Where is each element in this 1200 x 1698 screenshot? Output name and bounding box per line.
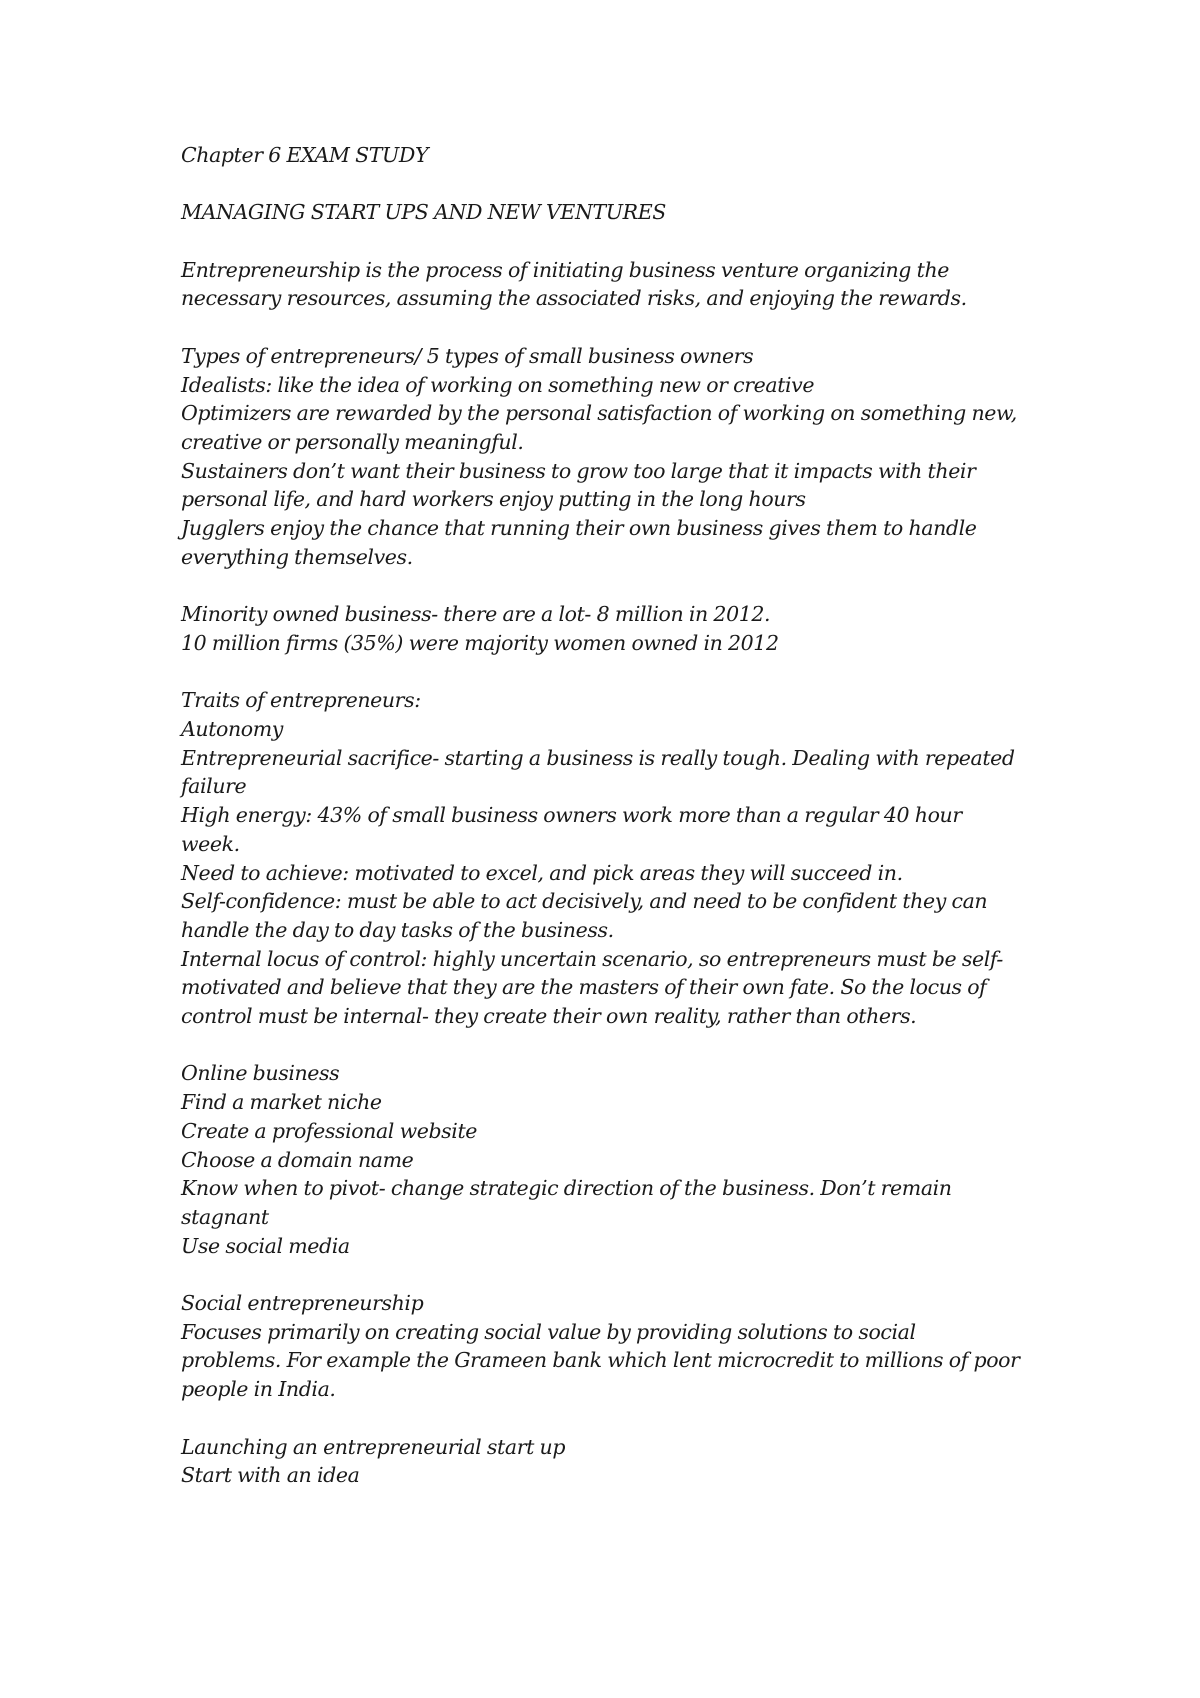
title-line: Chapter 6 EXAM STUDY xyxy=(181,143,429,167)
text-line: everything themselves. xyxy=(181,544,413,569)
document-title xyxy=(181,141,1061,170)
text-line: personal life, and hard workers enjoy putting in the long hours xyxy=(181,487,806,512)
text-line: Find a market niche xyxy=(181,1090,382,1115)
text-line: Jugglers enjoy the chance that running their own business gives them to handle xyxy=(181,516,977,541)
text-line: problems. For example the Grameen bank which lent microcredit to millions of poor xyxy=(181,1348,1020,1373)
text-line: Self-confidence: must be able to act decisively, and need to be confident they can xyxy=(181,889,988,914)
section-heading: Types of entrepreneurs/ 5 types of small business owners xyxy=(181,343,754,368)
text-line: Entrepreneurial sacrifice- starting a business is really tough. Dealing with repeated xyxy=(181,745,1015,770)
business-stats-section xyxy=(181,600,1061,657)
section-heading: Social entrepreneurship xyxy=(181,1291,424,1316)
entrepreneur-types-section xyxy=(181,342,1061,572)
text-line: creative or personally meaningful. xyxy=(181,429,524,454)
text-line: 10 million firms (35%) were majority women owned in 2012 xyxy=(181,630,779,655)
section-heading: Online business xyxy=(181,1061,340,1086)
document-body xyxy=(181,141,1061,1519)
social-entrepreneurship-section xyxy=(181,1289,1061,1404)
text-line: Sustainers don’t want their business to grow too large that it impacts with their xyxy=(181,458,976,483)
section-heading: Traits of entrepreneurs: xyxy=(181,688,421,713)
text-line: Focuses primarily on creating social value by providing solutions to social xyxy=(181,1319,916,1344)
text-line: Entrepreneurship is the process of initiating business venture organizing the xyxy=(181,257,949,282)
text-line: stagnant xyxy=(181,1204,269,1229)
text-line: necessary resources, assuming the associated risks, and enjoying the rewards. xyxy=(181,286,967,311)
text-line: Need to achieve: motivated to excel, and pick areas they will succeed in. xyxy=(181,860,903,885)
launching-startup-section xyxy=(181,1433,1061,1490)
text-line: Optimizers are rewarded by the personal satisfaction of working on something new, xyxy=(181,401,1017,426)
text-line: motivated and believe that they are the masters of their own fate. So the locus of xyxy=(181,975,987,1000)
text-line: Idealists: like the idea of working on something new or creative xyxy=(181,372,815,397)
text-line: week. xyxy=(181,831,240,856)
entrepreneur-traits-section xyxy=(181,686,1061,1030)
text-line: Know when to pivot- change strategic direction of the business. Don’t remain xyxy=(181,1176,952,1201)
text-line: High energy: 43% of small business owners work more than a regular 40 hour xyxy=(181,803,962,828)
document-subtitle xyxy=(181,198,1061,227)
subtitle-line: MANAGING START UPS AND NEW VENTURES xyxy=(181,200,666,225)
online-business-section xyxy=(181,1059,1061,1260)
text-line: Internal locus of control: highly uncertain scenario, so entrepreneurs must be self- xyxy=(181,946,1003,971)
text-line: Use social media xyxy=(181,1233,350,1258)
definition-paragraph xyxy=(181,256,1061,313)
section-heading: Launching an entrepreneurial start up xyxy=(181,1434,566,1459)
text-line: Choose a domain name xyxy=(181,1147,414,1172)
text-line: failure xyxy=(181,774,247,799)
text-line: Create a professional website xyxy=(181,1118,478,1143)
text-line: handle the day to day tasks of the business. xyxy=(181,917,614,942)
text-line: Start with an idea xyxy=(181,1463,360,1488)
text-line: Minority owned business- there are a lot- 8 million in 2012. xyxy=(181,602,771,627)
text-line: people in India. xyxy=(181,1377,336,1402)
text-line: Autonomy xyxy=(181,716,283,741)
text-line: control must be internal- they create their own reality, rather than others. xyxy=(181,1004,917,1029)
